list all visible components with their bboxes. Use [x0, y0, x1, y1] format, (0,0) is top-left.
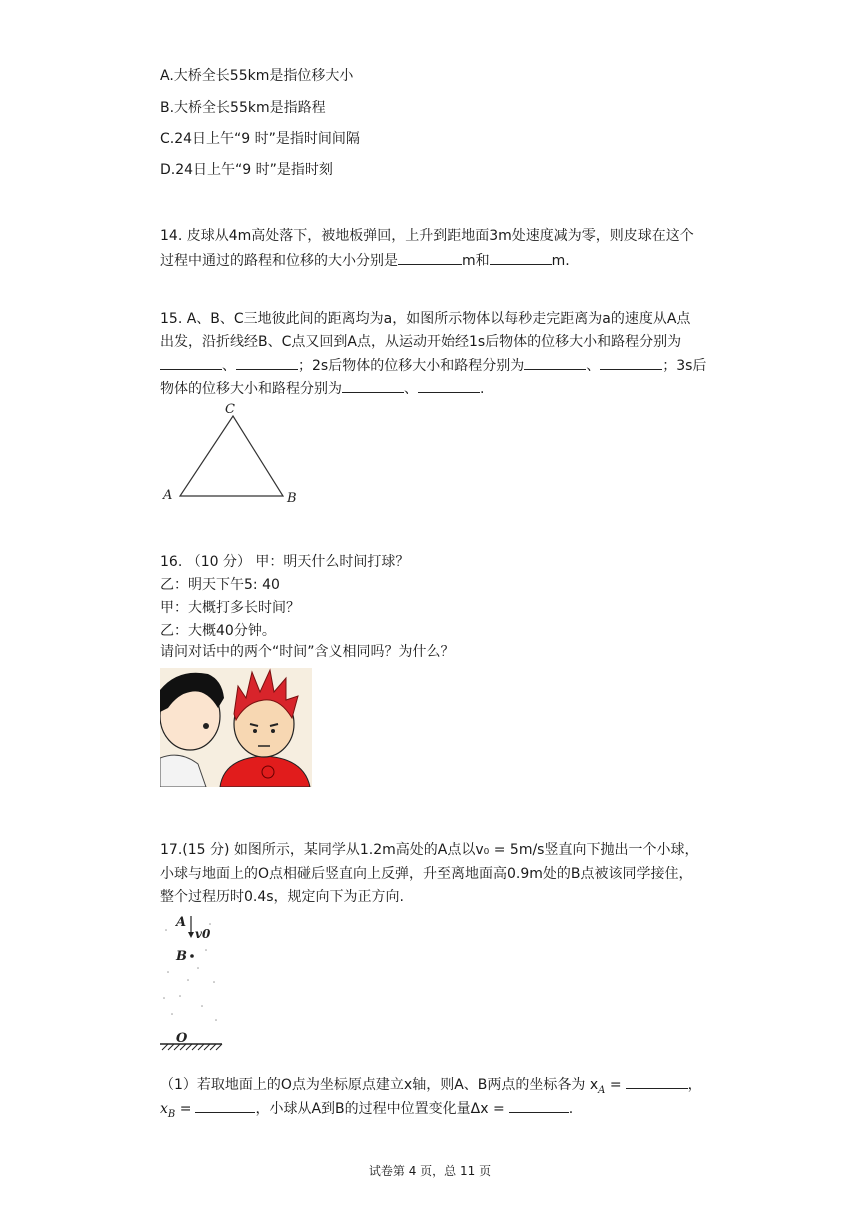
q17-sub1-eq-b: =	[175, 1101, 192, 1117]
fig-ground-hatch	[162, 1044, 222, 1050]
q15-sep-1: 、	[222, 358, 236, 374]
q13-option-d: D.24日上午“9 时”是指时刻	[160, 162, 333, 178]
q17-sub1-end-a: ，	[687, 1077, 702, 1093]
fig-point-b	[190, 954, 194, 958]
q17-sub1-var-b: x	[160, 1101, 168, 1117]
q15-line4	[160, 378, 484, 399]
triangle-figure	[155, 398, 305, 508]
q13-option-a: A.大桥全长55km是指位移大小	[160, 68, 354, 84]
q17-blank-xa	[626, 1074, 688, 1089]
q14-blank-2	[490, 250, 552, 265]
q16-line3: 甲：大概打多长时间？	[160, 600, 300, 616]
q15-text-4end: .	[480, 381, 485, 397]
right-boy-eye-left	[253, 729, 257, 733]
q17-sub1-mid: ，小球从A到B的过程中位置变化量Δx =	[255, 1101, 505, 1117]
q17-blank-xb	[195, 1098, 255, 1113]
q14-text-a: 过程中通过的路程和位移的大小分别是	[160, 253, 398, 269]
fig-arrow-head	[188, 932, 194, 938]
q14-line1: 14. 皮球从4m高处落下，被地板弹回，上升到距地面3m处速度减为零，则皮球在这个	[160, 228, 694, 244]
q17-line1: 17.(15 分) 如图所示，某同学从1.2m高处的A点以v₀ = 5m/s竖直向下抛出一个小球，	[160, 842, 699, 858]
q17-sub1-end-b: .	[568, 1101, 574, 1117]
q15-line3	[160, 355, 706, 376]
fig-label-b: B	[176, 949, 187, 964]
page-footer: 试卷第 4 页，总 11 页	[368, 1164, 492, 1178]
q17-sub1-line2	[160, 1098, 573, 1125]
fig-label-a: A	[176, 915, 187, 930]
q17-line2: 小球与地面上的O点相碰后竖直向上反弹，升至离地面高0.9m处的B点被该同学接住，	[160, 866, 693, 882]
q14-line2	[160, 250, 570, 271]
q14-text-b: m和	[462, 253, 490, 269]
q13-option-c: C.24日上午“9 时”是指时间间隔	[160, 131, 360, 147]
q17-sub1-eq-a: =	[605, 1077, 622, 1093]
fig-label-v0: v0	[195, 927, 211, 941]
q15-text-end: ；3s后	[662, 358, 707, 374]
q16-line4: 乙：大概40分钟。	[160, 623, 276, 639]
q15-text-mid: ；2s后物体的位移大小和路程分别为	[298, 358, 525, 374]
cartoon-illustration	[160, 668, 312, 787]
q15-blank-6	[418, 378, 480, 393]
triangle-label-c: C	[225, 402, 235, 417]
q15-blank-1	[160, 355, 222, 370]
q17-sub1-text-a: （1）若取地面上的O点为坐标原点建立x轴，则A、B两点的坐标各为 x	[160, 1077, 599, 1093]
triangle-label-b: B	[287, 491, 297, 506]
q15-blank-3	[524, 355, 586, 370]
q17-sub1-sub-a: A	[598, 1084, 606, 1096]
q16-line1: 16. （10 分） 甲：明天什么时间打球？	[160, 554, 410, 570]
q15-sep-2: 、	[586, 358, 601, 374]
triangle-shape	[180, 416, 283, 496]
q17-line3: 整个过程历时0.4s，规定向下为正方向.	[160, 889, 405, 905]
q15-blank-5	[342, 378, 404, 393]
q17-sub1-sub-b: B	[167, 1108, 176, 1120]
q14-text-c: m.	[551, 253, 570, 269]
fig-label-o: O	[176, 1031, 188, 1046]
q15-text-4a: 物体的位移大小和路程分别为	[160, 381, 342, 397]
right-boy-eye-right	[271, 729, 275, 733]
triangle-label-a: A	[163, 488, 173, 503]
q15-line1: 15. A、B、C三地彼此间的距离均为a，如图所示物体以每秒走完距离为a的速度从A点	[160, 311, 691, 327]
q15-line2: 出发，沿折线经B、C点又回到A点，从运动开始经1s后物体的位移大小和路程分别为	[160, 334, 682, 350]
vertical-motion-figure	[158, 910, 228, 1056]
q15-blank-4	[600, 355, 662, 370]
q17-blank-dx	[509, 1098, 569, 1113]
q14-blank-1	[398, 250, 462, 265]
q16-line5: 请问对话中的两个“时间”含义相同吗？为什么？	[160, 644, 455, 660]
q15-sep-3: 、	[404, 381, 418, 397]
q16-line2: 乙：明天下午5: 40	[160, 577, 280, 593]
q13-option-b: B.大桥全长55km是指路程	[160, 100, 326, 116]
left-boy-eye	[203, 723, 209, 729]
q15-blank-2	[236, 355, 298, 370]
q17-sub1-line1	[160, 1074, 702, 1101]
